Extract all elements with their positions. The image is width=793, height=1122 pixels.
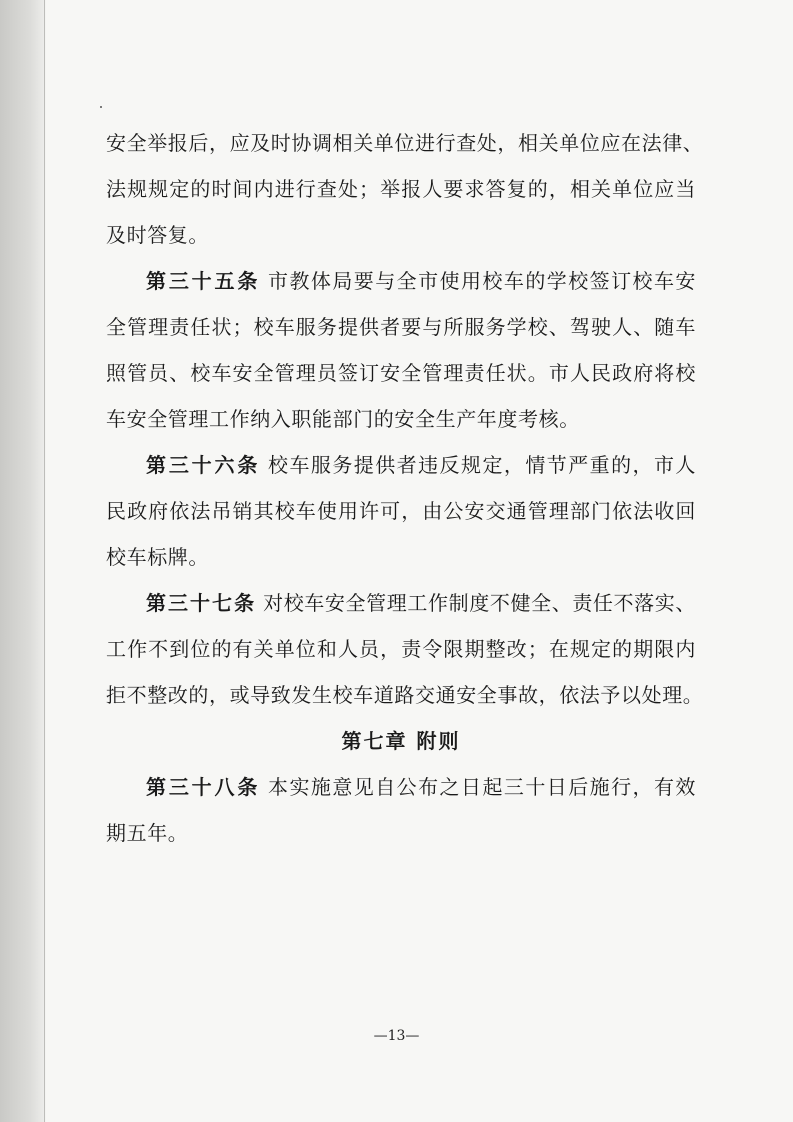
article-first-line (106, 442, 696, 488)
article-text: 本实施意见自公布之日起三十日后施行，有效 (268, 775, 697, 799)
scan-speck (100, 106, 102, 108)
article-label: 第三十五条 (146, 269, 261, 293)
article-first-line (106, 764, 696, 810)
text-line: 工作不到位的有关单位和人员，责令限期整改；在规定的期限内 (106, 637, 696, 661)
article-label: 第三十七条 (146, 591, 257, 615)
paragraph-continuation (106, 120, 704, 258)
document-body (106, 120, 704, 856)
text-line: 校车标牌。 (106, 545, 209, 569)
text-line: 照管员、校车安全管理员签订安全管理责任状。市人民政府将校 (106, 361, 696, 385)
article-36 (106, 442, 696, 580)
page-number: —13— (373, 1028, 420, 1044)
article-label: 第三十八条 (146, 775, 261, 799)
article-first-line (106, 258, 696, 304)
article-35 (106, 258, 696, 442)
article-label: 第三十六条 (146, 453, 261, 477)
text-line: 及时答复。 (106, 223, 209, 247)
scan-edge-line (44, 0, 45, 1122)
text-line: 法规规定的时间内进行查处；举报人要求答复的，相关单位应当 (106, 177, 696, 201)
article-37 (106, 580, 704, 718)
text-line: 全管理责任状；校车服务提供者要与所服务学校、驾驶人、随车 (106, 315, 696, 339)
text-line: 车安全管理工作纳入职能部门的安全生产年度考核。 (106, 407, 580, 431)
article-text: 对校车安全管理工作制度不健全、责任不落实、 (263, 591, 697, 615)
text-line: 拒不整改的，或导致发生校车道路交通安全事故，依法予以处理。 (106, 683, 704, 707)
article-text: 市教体局要与全市使用校车的学校签订校车安 (268, 269, 697, 293)
text-line: 期五年。 (106, 821, 189, 845)
scan-edge (0, 0, 46, 1122)
text-line: 民政府依法吊销其校车使用许可，由公安交通管理部门依法收回 (106, 499, 696, 523)
article-text: 校车服务提供者违反规定，情节严重的，市人 (268, 453, 697, 477)
chapter-title: 第七章 附则 (341, 729, 461, 753)
article-38 (106, 764, 696, 856)
text-line: 安全举报后，应及时协调相关单位进行查处，相关单位应在法律、 (106, 131, 704, 155)
article-first-line (106, 580, 696, 626)
